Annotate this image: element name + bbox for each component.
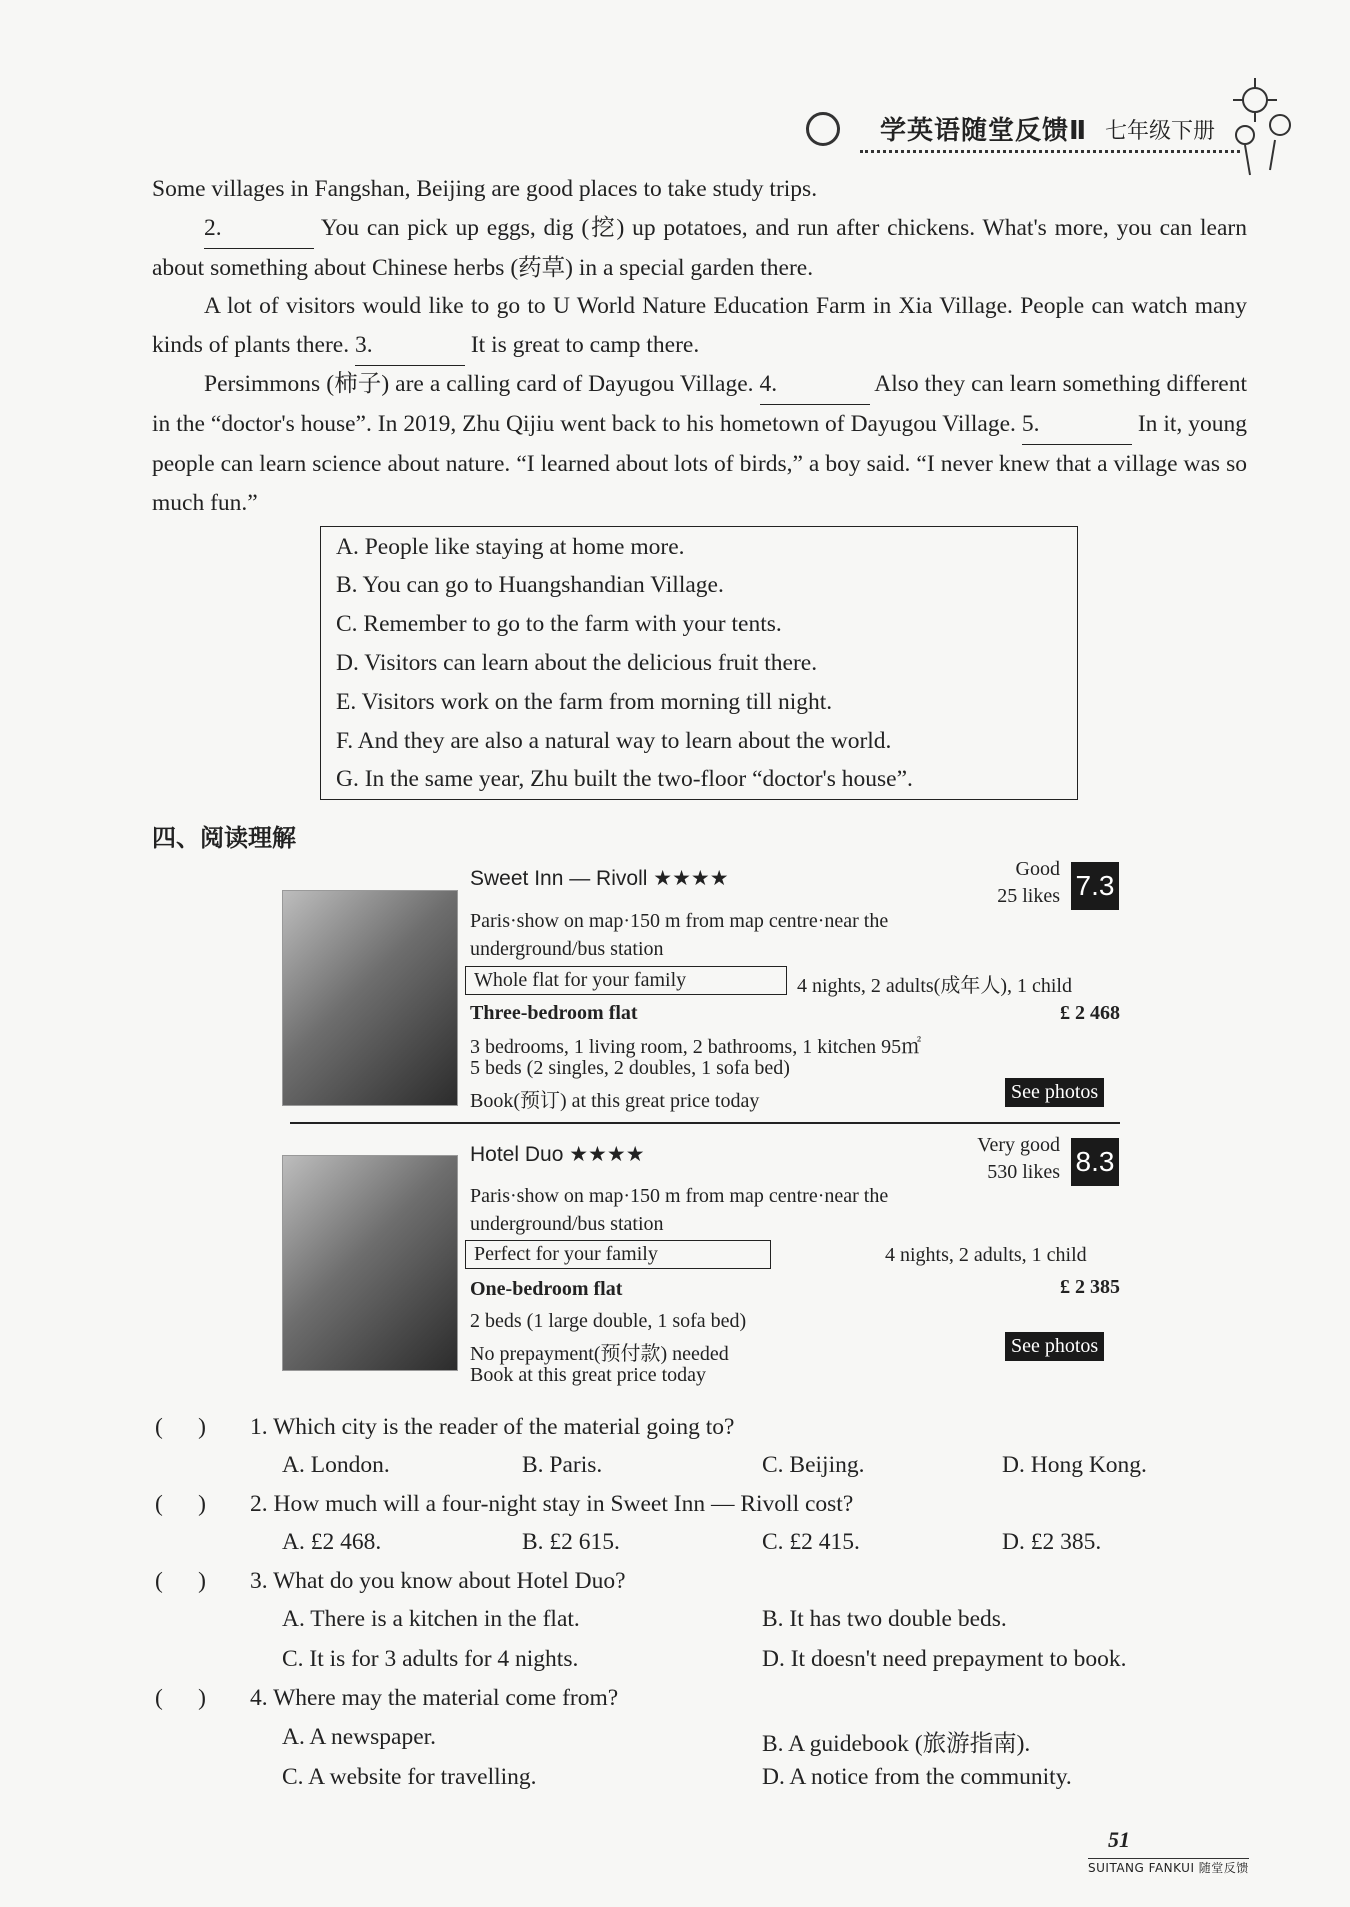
see-photos-button[interactable]: See photos	[1005, 1332, 1104, 1361]
flat-detail-1: 3 bedrooms, 1 living room, 2 bathrooms, 1 kitchen 95㎡	[470, 1036, 922, 1058]
hotel-photo-sweet-inn	[282, 890, 458, 1106]
flat-detail-1: 2 beds (1 large double, 1 sofa bed)	[470, 1310, 747, 1332]
hotel-location[interactable]: Paris·show on map·150 m from map centre·near the	[470, 1185, 889, 1207]
footer-brand: SUITANG FANKUI 随堂反馈	[1088, 1858, 1249, 1876]
flat-detail-2: No prepayment(预付款) needed	[470, 1343, 729, 1365]
q4-option-b: B. A guidebook (旅游指南).	[762, 1731, 1031, 1757]
paragraph-2-text: You can pick up eggs, dig (挖) up potatoes, and run after chickens. What's more, you can learn about something about Chinese herbs (药草) in a special garden there.	[152, 215, 1247, 281]
passage-paragraph-2	[152, 209, 1247, 288]
flat-tag: Perfect for your family	[465, 1240, 771, 1269]
book-title: 学英语随堂反馈Ⅱ	[880, 116, 1088, 146]
answer-paren[interactable]: ( )	[155, 1568, 206, 1594]
flat-tag: Whole flat for your family	[465, 966, 787, 995]
blank-3: 3.	[355, 326, 465, 366]
q2-option-a: A. £2 468.	[282, 1529, 382, 1555]
header-badge-icon	[806, 112, 840, 146]
question-1-stem: 1. Which city is the reader of the material going to?	[250, 1414, 735, 1440]
paragraph-3-text-a: A lot of visitors would like to go to U World Nature Education Farm in Xia Village. People can watch many kinds of plants there.	[152, 293, 1247, 358]
q3-option-b: B. It has two double beds.	[762, 1606, 1007, 1632]
q4-option-c: C. A website for travelling.	[282, 1764, 537, 1790]
page-number: 51	[1108, 1827, 1130, 1852]
likes-count: 25 likes	[997, 885, 1060, 907]
paragraph-4-text-b: Also they can learn something different in the “doctor's house”. In 2019, Zhu Qijiu went back to his hometown of Dayugou Village.	[152, 371, 1248, 437]
likes-count: 530 likes	[987, 1161, 1060, 1183]
answer-paren[interactable]: ( )	[155, 1491, 206, 1517]
hotel-divider	[290, 1122, 1120, 1124]
paragraph-4-text-a: Persimmons (柿子) are a calling card of Dayugou Village.	[204, 371, 754, 397]
flat-detail-3: Book(预订) at this great price today	[470, 1090, 760, 1112]
option-b: B. You can go to Huangshandian Village.	[336, 572, 724, 598]
price: £ 2 468	[1060, 1002, 1120, 1024]
flat-type: Three-bedroom flat	[470, 1002, 638, 1024]
score-badge: 8.3	[1071, 1138, 1119, 1186]
stay-info: 4 nights, 2 adults(成年人), 1 child	[797, 975, 1072, 997]
paragraph-4-text-c: In it, young people can learn science about nature. “I learned about lots of birds,” a boy said. “I never knew that a village was so much fun.”	[152, 411, 1248, 516]
q2-option-b: B. £2 615.	[522, 1529, 620, 1555]
question-4-stem: 4. Where may the material come from?	[250, 1685, 619, 1711]
q2-option-d: D. £2 385.	[1002, 1529, 1102, 1555]
option-d: D. Visitors can learn about the delicious fruit there.	[336, 650, 818, 676]
q3-option-d: D. It doesn't need prepayment to book.	[762, 1646, 1127, 1672]
book-grade: 七年级下册	[1105, 119, 1216, 144]
see-photos-button[interactable]: See photos	[1005, 1078, 1104, 1107]
rating-word: Very good	[977, 1134, 1060, 1156]
option-g: G. In the same year, Zhu built the two-floor “doctor's house”.	[336, 766, 913, 792]
hotel-name: Sweet Inn — Rivoll ★★★★	[470, 867, 729, 890]
q3-option-a: A. There is a kitchen in the flat.	[282, 1606, 580, 1632]
q2-option-c: C. £2 415.	[762, 1529, 860, 1555]
header-divider	[860, 150, 1240, 153]
question-3-stem: 3. What do you know about Hotel Duo?	[250, 1568, 626, 1594]
hotel-location[interactable]: Paris·show on map·150 m from map centre·near the	[470, 910, 889, 932]
option-e: E. Visitors work on the farm from morning till night.	[336, 689, 833, 715]
option-c: C. Remember to go to the farm with your tents.	[336, 611, 782, 637]
q4-option-a: A. A newspaper.	[282, 1724, 437, 1750]
q1-option-a: A. London.	[282, 1452, 390, 1478]
option-a: A. People like staying at home more.	[336, 534, 685, 560]
price: £ 2 385	[1060, 1276, 1120, 1298]
hotel-location-2: underground/bus station	[470, 1213, 664, 1235]
rating-word: Good	[1015, 858, 1060, 880]
passage-paragraph-3	[152, 287, 1247, 366]
blank-2: 2.	[204, 209, 314, 249]
q3-option-c: C. It is for 3 adults for 4 nights.	[282, 1646, 579, 1672]
flower-decoration-icon	[1215, 70, 1305, 180]
q1-option-d: D. Hong Kong.	[1002, 1452, 1147, 1478]
hotel-location-2: underground/bus station	[470, 938, 664, 960]
flat-detail-2: 5 beds (2 singles, 2 doubles, 1 sofa bed)	[470, 1057, 790, 1079]
answer-paren[interactable]: ( )	[155, 1414, 206, 1440]
hotel-photo-hotel-duo	[282, 1155, 458, 1371]
option-f: F. And they are also a natural way to learn about the world.	[336, 728, 892, 754]
passage-paragraph-4	[152, 365, 1247, 523]
blank-4: 4.	[760, 365, 870, 405]
question-2-stem: 2. How much will a four-night stay in Sweet Inn — Rivoll cost?	[250, 1491, 854, 1517]
stay-info: 4 nights, 2 adults, 1 child	[885, 1244, 1087, 1266]
flat-detail-3: Book at this great price today	[470, 1364, 707, 1386]
q4-option-d: D. A notice from the community.	[762, 1764, 1072, 1790]
q1-option-b: B. Paris.	[522, 1452, 603, 1478]
flat-type: One-bedroom flat	[470, 1278, 623, 1300]
hotel-name: Hotel Duo ★★★★	[470, 1143, 645, 1166]
paragraph-3-text-b: It is great to camp there.	[470, 332, 700, 358]
answer-paren[interactable]: ( )	[155, 1685, 206, 1711]
passage-line-1: Some villages in Fangshan, Beijing are good places to take study trips.	[152, 176, 818, 202]
blank-5: 5.	[1022, 405, 1132, 445]
section-title: 四、阅读理解	[152, 824, 296, 852]
score-badge: 7.3	[1071, 862, 1119, 910]
q1-option-c: C. Beijing.	[762, 1452, 865, 1478]
